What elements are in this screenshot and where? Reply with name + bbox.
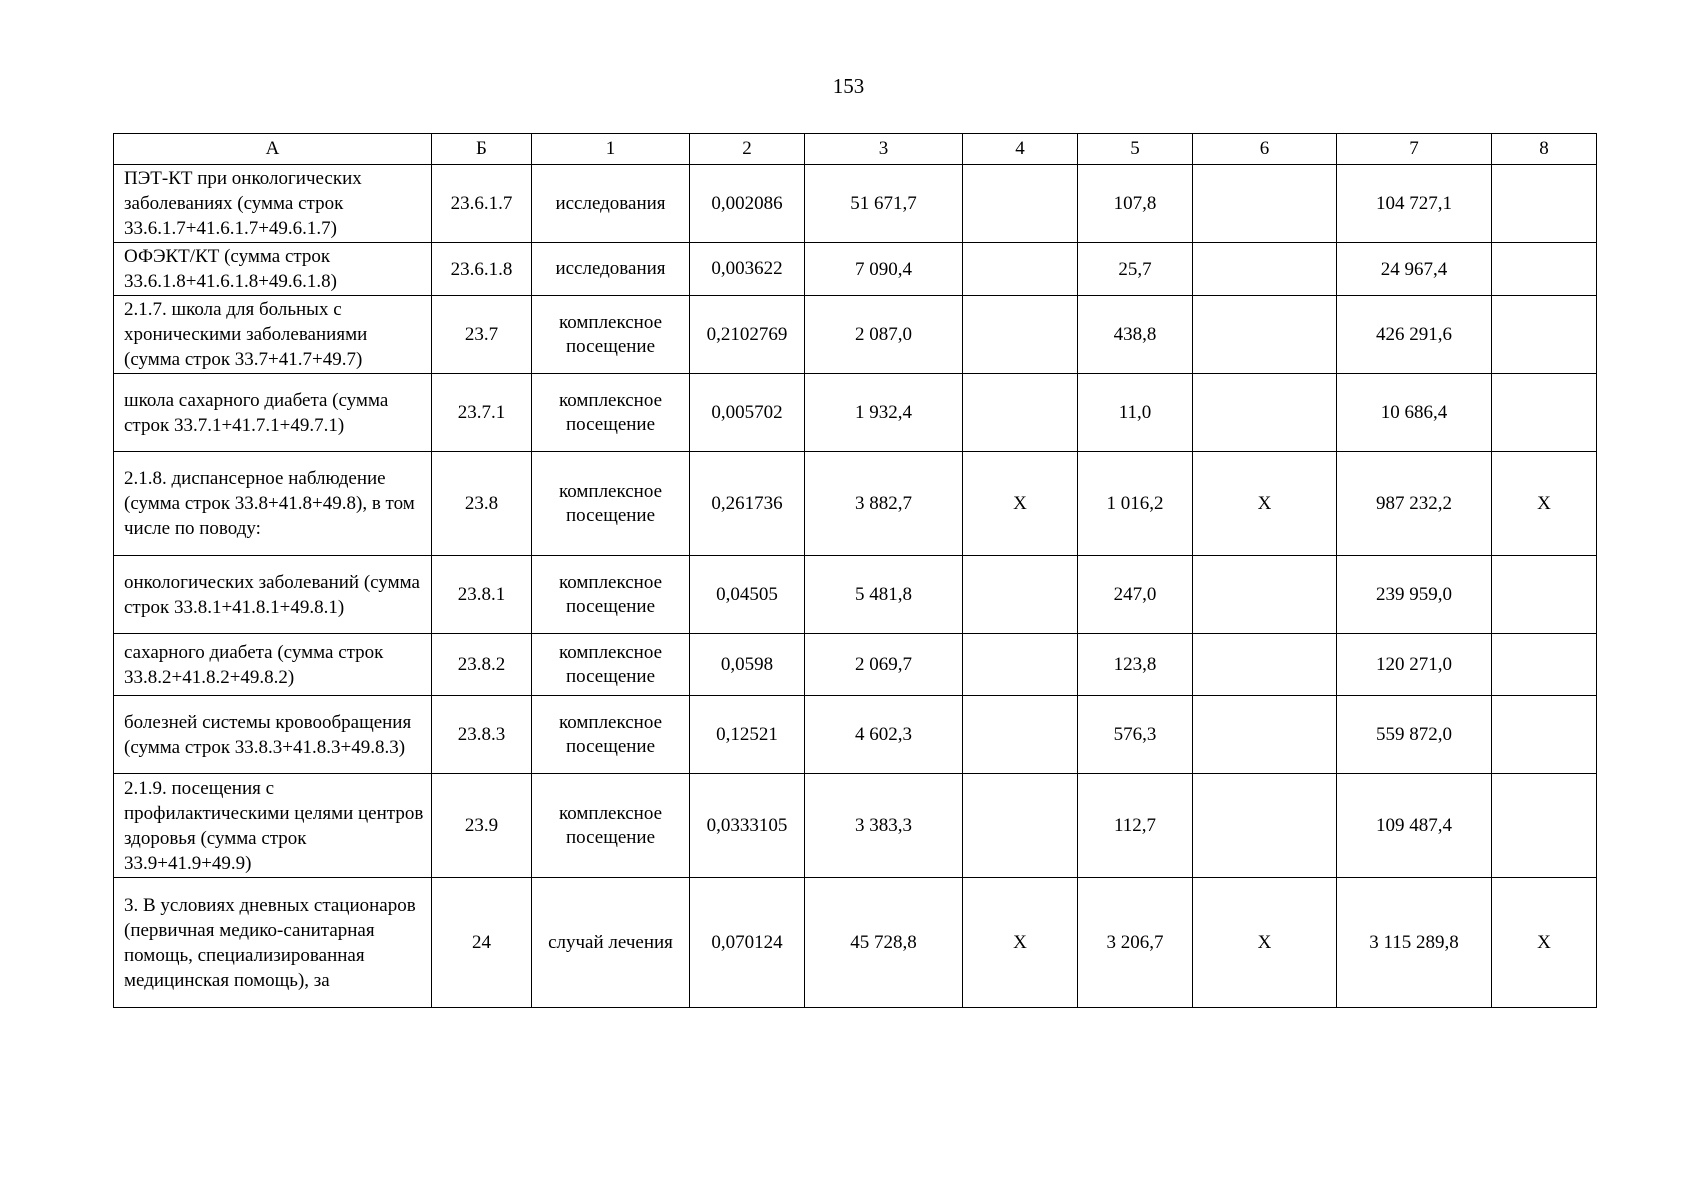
row-col-5: 11,0 xyxy=(1078,374,1193,452)
row-col-2: 0,0598 xyxy=(690,634,805,696)
row-col-7: 104 727,1 xyxy=(1337,165,1492,243)
page-number: 153 xyxy=(832,74,865,98)
row-name: 2.1.8. диспансерное наблюдение (сумма строк 33.8+41.8+49.8), в том числе по поводу: xyxy=(114,452,432,556)
row-col-4 xyxy=(963,243,1078,296)
table-row xyxy=(114,374,1597,452)
header-cell: 2 xyxy=(690,134,805,165)
row-col-4 xyxy=(963,374,1078,452)
header-cell: 5 xyxy=(1078,134,1193,165)
table-row xyxy=(114,296,1597,374)
row-col-3: 4 602,3 xyxy=(805,696,963,774)
header-cell: А xyxy=(114,134,432,165)
row-name: 2.1.7. школа для больных с хроническими заболеваниями (сумма строк 33.7+41.7+49.7) xyxy=(114,296,432,374)
header-cell: 3 xyxy=(805,134,963,165)
row-col-5: 1 016,2 xyxy=(1078,452,1193,556)
row-unit: комплексное посещение xyxy=(532,634,690,696)
table-row xyxy=(114,165,1597,243)
row-col-6 xyxy=(1193,774,1337,878)
header-cell: 8 xyxy=(1492,134,1597,165)
row-col-3: 5 481,8 xyxy=(805,556,963,634)
row-col-7: 987 232,2 xyxy=(1337,452,1492,556)
row-name: болезней системы кровообращения (сумма строк 33.8.3+41.8.3+49.8.3) xyxy=(114,696,432,774)
row-code: 23.8.3 xyxy=(432,696,532,774)
row-col-2: 0,12521 xyxy=(690,696,805,774)
header-cell: Б xyxy=(432,134,532,165)
row-code: 23.9 xyxy=(432,774,532,878)
row-col-3: 1 932,4 xyxy=(805,374,963,452)
row-col-7: 426 291,6 xyxy=(1337,296,1492,374)
row-col-5: 576,3 xyxy=(1078,696,1193,774)
row-col-4 xyxy=(963,696,1078,774)
row-col-4: Х xyxy=(963,452,1078,556)
row-col-5: 247,0 xyxy=(1078,556,1193,634)
row-unit: комплексное посещение xyxy=(532,296,690,374)
row-unit: комплексное посещение xyxy=(532,374,690,452)
table-row xyxy=(114,634,1597,696)
row-col-6 xyxy=(1193,296,1337,374)
row-code: 23.7 xyxy=(432,296,532,374)
row-col-4 xyxy=(963,296,1078,374)
row-col-8: Х xyxy=(1492,452,1597,556)
header-cell: 6 xyxy=(1193,134,1337,165)
row-name: ПЭТ-КТ при онкологических заболеваниях (сумма строк 33.6.1.7+41.6.1.7+49.6.1.7) xyxy=(114,165,432,243)
row-col-7: 120 271,0 xyxy=(1337,634,1492,696)
row-unit: комплексное посещение xyxy=(532,556,690,634)
row-col-8 xyxy=(1492,243,1597,296)
row-col-2: 0,0333105 xyxy=(690,774,805,878)
table-row xyxy=(114,243,1597,296)
row-col-4 xyxy=(963,165,1078,243)
row-col-6: Х xyxy=(1193,452,1337,556)
row-name: сахарного диабета (сумма строк 33.8.2+41.8.2+49.8.2) xyxy=(114,634,432,696)
row-code: 23.8.1 xyxy=(432,556,532,634)
row-col-7: 10 686,4 xyxy=(1337,374,1492,452)
table-row xyxy=(114,878,1597,1008)
row-col-2: 0,002086 xyxy=(690,165,805,243)
row-col-8 xyxy=(1492,296,1597,374)
row-col-4 xyxy=(963,634,1078,696)
row-col-6 xyxy=(1193,165,1337,243)
row-col-8: Х xyxy=(1492,878,1597,1008)
row-col-6 xyxy=(1193,243,1337,296)
row-col-2: 0,005702 xyxy=(690,374,805,452)
row-name: 2.1.9. посещения с профилактическими целями центров здоровья (сумма строк 33.9+41.9+49.9) xyxy=(114,774,432,878)
row-col-5: 438,8 xyxy=(1078,296,1193,374)
row-col-6 xyxy=(1193,696,1337,774)
row-col-2: 0,070124 xyxy=(690,878,805,1008)
table-row xyxy=(114,556,1597,634)
row-name: ОФЭКТ/КТ (сумма строк 33.6.1.8+41.6.1.8+49.6.1.8) xyxy=(114,243,432,296)
row-col-3: 7 090,4 xyxy=(805,243,963,296)
row-name: онкологических заболеваний (сумма строк 33.8.1+41.8.1+49.8.1) xyxy=(114,556,432,634)
row-code: 23.7.1 xyxy=(432,374,532,452)
row-col-7: 24 967,4 xyxy=(1337,243,1492,296)
row-code: 23.8.2 xyxy=(432,634,532,696)
row-col-7: 559 872,0 xyxy=(1337,696,1492,774)
row-col-8 xyxy=(1492,556,1597,634)
table-row xyxy=(114,774,1597,878)
row-code: 24 xyxy=(432,878,532,1008)
row-col-7: 239 959,0 xyxy=(1337,556,1492,634)
row-col-3: 51 671,7 xyxy=(805,165,963,243)
row-unit: случай лечения xyxy=(532,878,690,1008)
row-name: школа сахарного диабета (сумма строк 33.7.1+41.7.1+49.7.1) xyxy=(114,374,432,452)
row-col-2: 0,04505 xyxy=(690,556,805,634)
row-col-5: 112,7 xyxy=(1078,774,1193,878)
row-col-6 xyxy=(1193,634,1337,696)
row-col-5: 3 206,7 xyxy=(1078,878,1193,1008)
row-col-5: 123,8 xyxy=(1078,634,1193,696)
row-col-8 xyxy=(1492,774,1597,878)
row-name: 3. В условиях дневных стационаров (первичная медико-санитарная помощь, специализированная медицинская помощь), за xyxy=(114,878,432,1008)
row-col-5: 107,8 xyxy=(1078,165,1193,243)
header-cell: 4 xyxy=(963,134,1078,165)
row-col-6 xyxy=(1193,556,1337,634)
row-col-2: 0,261736 xyxy=(690,452,805,556)
row-col-5: 25,7 xyxy=(1078,243,1193,296)
row-col-3: 3 882,7 xyxy=(805,452,963,556)
row-col-4: Х xyxy=(963,878,1078,1008)
row-unit: исследования xyxy=(532,165,690,243)
row-col-6: Х xyxy=(1193,878,1337,1008)
row-unit: комплексное посещение xyxy=(532,696,690,774)
header-cell: 7 xyxy=(1337,134,1492,165)
row-col-2: 0,003622 xyxy=(690,243,805,296)
row-col-7: 3 115 289,8 xyxy=(1337,878,1492,1008)
table-row xyxy=(114,696,1597,774)
row-code: 23.8 xyxy=(432,452,532,556)
row-col-4 xyxy=(963,556,1078,634)
row-col-4 xyxy=(963,774,1078,878)
row-col-8 xyxy=(1492,634,1597,696)
row-col-3: 45 728,8 xyxy=(805,878,963,1008)
header-cell: 1 xyxy=(532,134,690,165)
row-unit: комплексное посещение xyxy=(532,452,690,556)
data-table xyxy=(113,133,1597,1008)
row-col-8 xyxy=(1492,696,1597,774)
row-col-3: 2 069,7 xyxy=(805,634,963,696)
row-col-6 xyxy=(1193,374,1337,452)
row-col-8 xyxy=(1492,165,1597,243)
table-row xyxy=(114,452,1597,556)
table-header-row xyxy=(114,134,1597,165)
row-code: 23.6.1.7 xyxy=(432,165,532,243)
row-col-3: 2 087,0 xyxy=(805,296,963,374)
row-code: 23.6.1.8 xyxy=(432,243,532,296)
row-col-2: 0,2102769 xyxy=(690,296,805,374)
row-unit: исследования xyxy=(532,243,690,296)
row-unit: комплексное посещение xyxy=(532,774,690,878)
row-col-3: 3 383,3 xyxy=(805,774,963,878)
row-col-7: 109 487,4 xyxy=(1337,774,1492,878)
row-col-8 xyxy=(1492,374,1597,452)
